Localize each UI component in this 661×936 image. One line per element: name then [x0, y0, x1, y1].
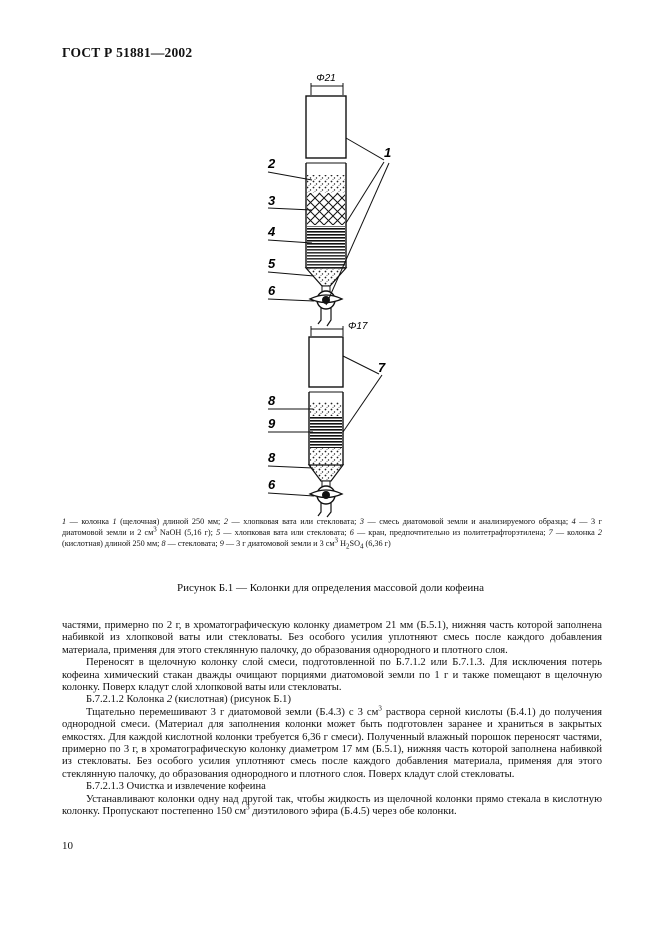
document-header: ГОСТ Р 51881—2002	[62, 45, 193, 60]
callout-8-top: 8	[268, 393, 276, 408]
subsection-heading-cleanup: Б.7.2.1.3 Очистка и извлечение кофеина	[86, 781, 266, 793]
subsection-heading-column-2: Б.7.2.1.2 Колонка 2 (кислотная) (рисунок Б.1)	[86, 694, 291, 706]
callout-6: 6	[268, 283, 276, 298]
figure-legend: 1 — колонка 1 (щелочная) длиной 250 мм; 2 — хлопковая вата или стекловата; 3 — смесь диатомовой земли и анализируемого образца; 4 — 3 г диатомовой земли и 2 $см^3$ NaOH (5,16 г); 5 — хлопковая вата или стекловата; 6 — кран, предпочтительно из политетрафторэтилена; 7 — колонка 2 (кислотная) длиной 250 мм; 8 — стекловата; 9 — 3 г диатомовой земли и 3 $см^3$ $H_2SO_4$ (6,36 г)	[62, 517, 602, 552]
figure-title: Рисунок Б.1 — Колонки для определения массовой доли кофеина	[176, 582, 485, 594]
paragraph-1: частями, примерно по 2 г, в хроматографическую колонку диаметром 21 мм (Б.5.1), нижняя часть которой заполнена набивкой из хлопковой ваты или стекловаты. Без особого усилия уплотняют смесь после каждого добавления материала, применяя для этого стеклянную палочку, до образования однородного и плотного слоя.	[62, 620, 602, 656]
callout-7: 7	[378, 360, 386, 375]
lower-column	[309, 321, 368, 517]
paragraph-4: Устанавливают колонки одну над другой так, чтобы жидкость из щелочной колонки прямо стекала в кислотную колонку. Пропускают постепенно 150 $см^3$ диэтилового эфира (Б.4.5) через обе колонки.	[62, 793, 602, 818]
callout-5: 5	[268, 256, 276, 271]
dim-upper-diameter: Φ21	[316, 73, 336, 84]
callout-3: 3	[268, 193, 276, 208]
callout-2: 2	[268, 156, 276, 171]
callout-8-bottom: 8	[268, 450, 276, 465]
upper-column	[306, 73, 346, 326]
callout-4: 4	[268, 224, 276, 239]
callout-1: 1	[384, 145, 392, 160]
callout-6-bottom: 6	[268, 477, 276, 492]
page-number: 10	[62, 840, 73, 852]
callout-9: 9	[268, 416, 276, 431]
dim-lower-diameter: Φ17	[348, 321, 368, 332]
paragraph-2: Переносят в щелочную колонку слой смеси, подготовленной по Б.7.1.2 или Б.7.1.3. Для исключения потерь кофеина химический стакан дважды очищают порциями диатомовой земли по 1 г и также помещают в щелочную колонку. Поверх кладут слой хлопковой ваты или стекловаты.	[62, 657, 602, 694]
paragraph-3: Тщательно перемешивают 3 г диатомовой земли (Б.4.3) с 3 $см^3$ раствора серной кислоты (Б.4.1) до получения однородной смеси. (Материал для заполнения колонки может быть подготовлен заранее и храниться в закрытых емкостях. Для каждой кислотной колонки требуется 6,36 г смеси). Полученный влажный порошок переносят частями, примерно по 3 г, в хроматографическую колонку диаметром 17 мм (Б.5.1), нижняя часть которой заполнена набивкой из стекловаты. Без особого усилия уплотняют смесь после каждого добавления материала, применяя для этого стеклянную палочку, до образования однородного и плотного слоя. Поверх кладут слой стекловаты.	[62, 704, 602, 780]
body-text	[62, 620, 602, 819]
